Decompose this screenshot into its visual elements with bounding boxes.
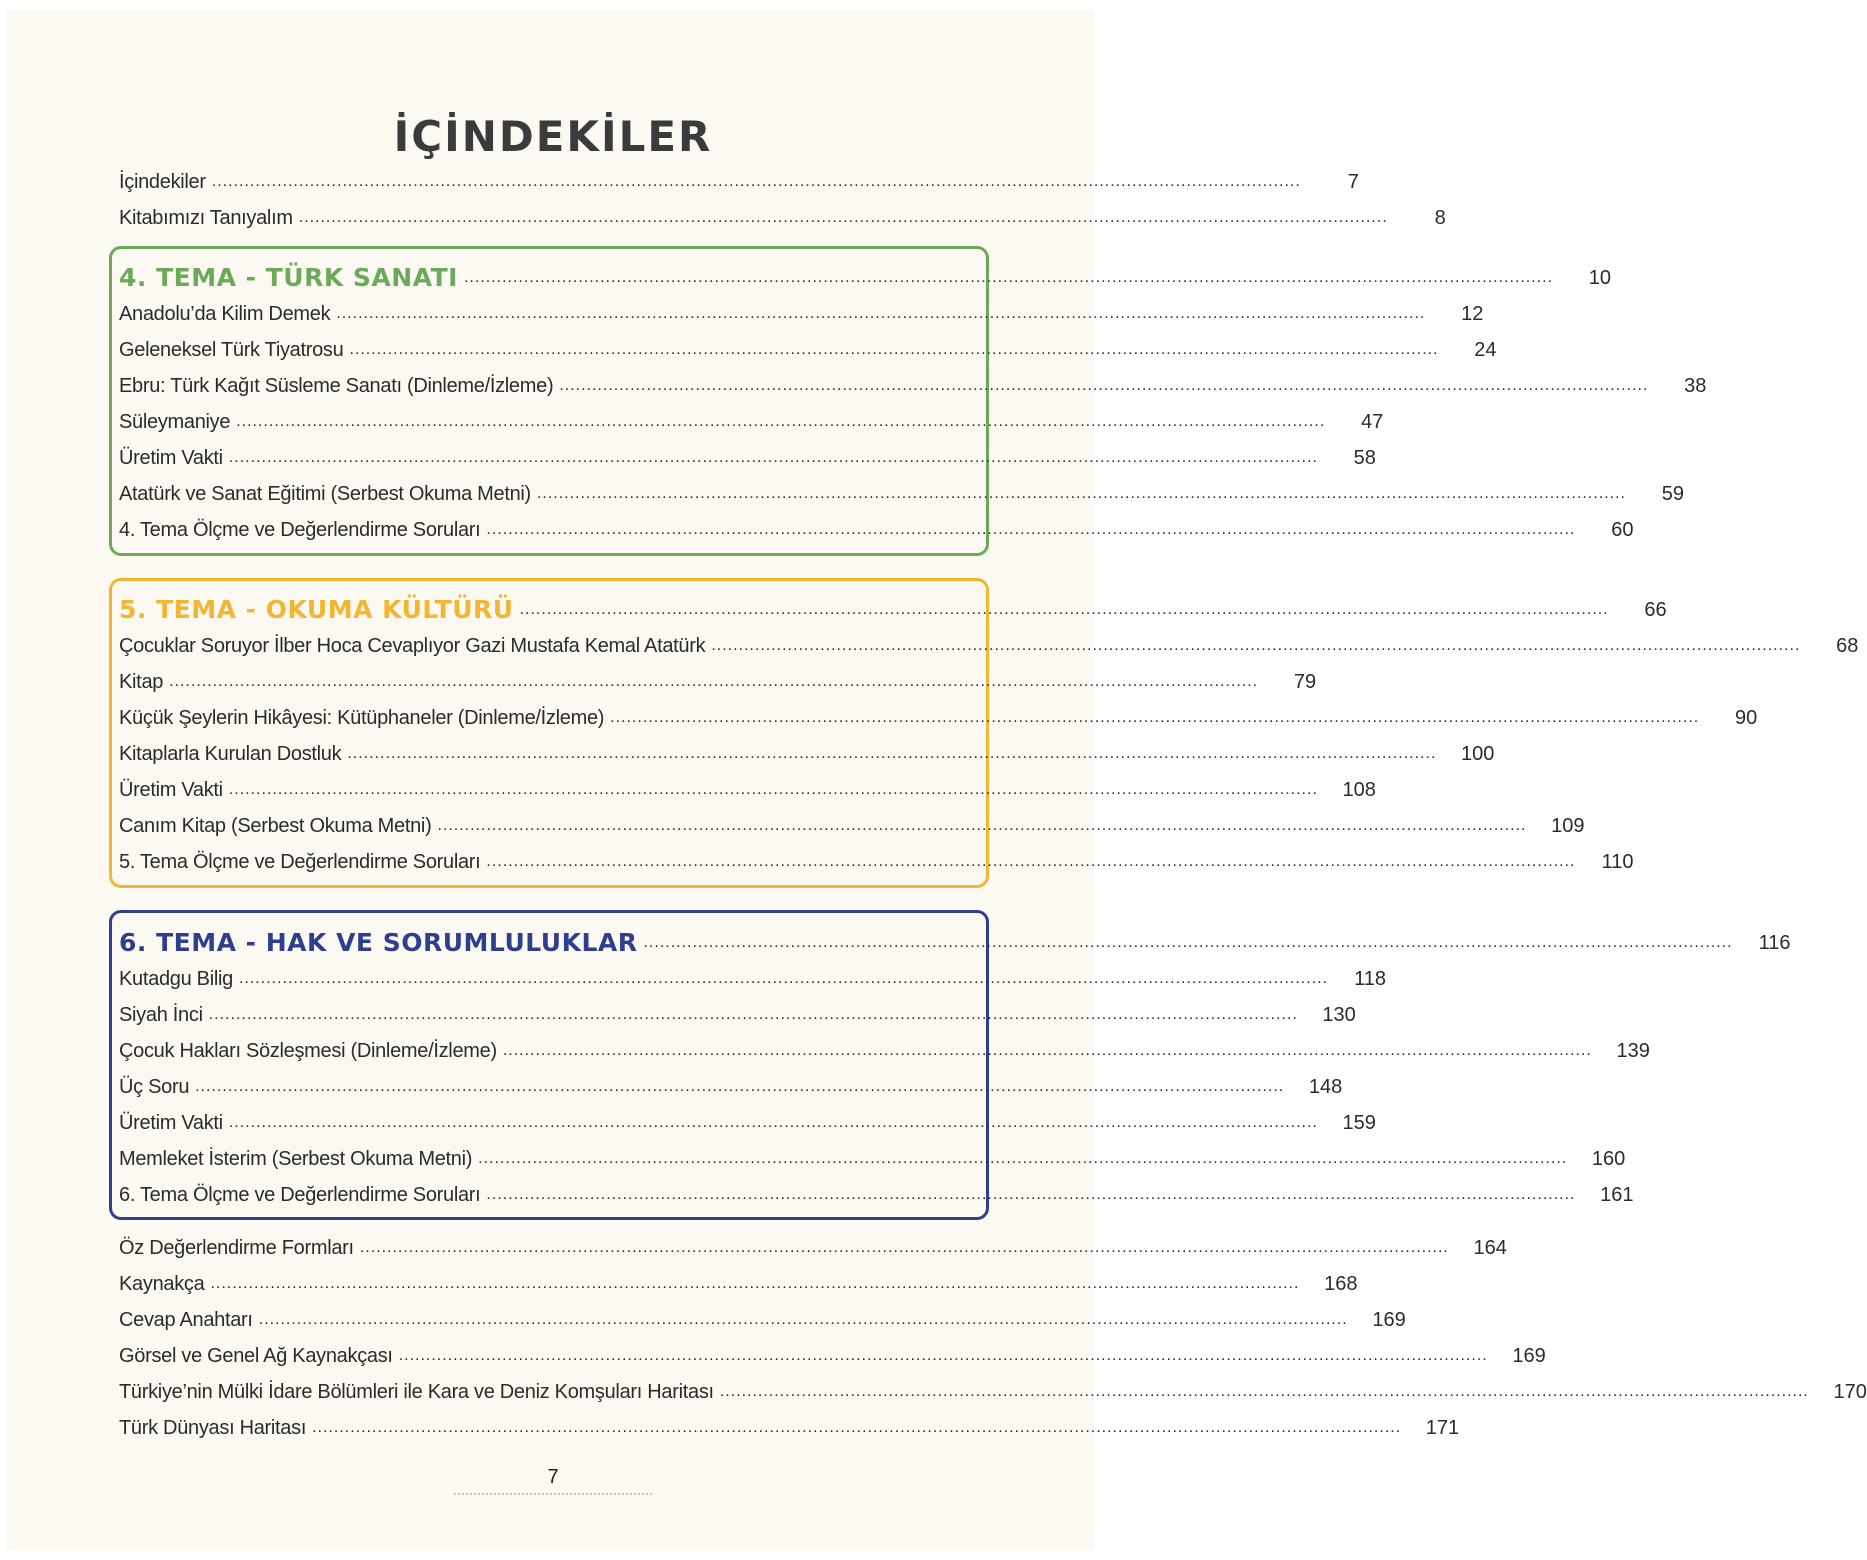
entry-page: 148 [1308,1076,1343,1098]
entry-title: Siyah İnci [119,1004,203,1026]
dot-leader: ........................................................................................................................................................................................................ [258,1311,1348,1328]
theme-heading[interactable] [119,925,1791,961]
toc-entry[interactable] [119,512,1634,548]
toc-entry[interactable] [119,1266,1358,1302]
entry-page: 171 [1425,1417,1460,1439]
entry-page: 169 [1512,1345,1546,1367]
entry-page: 7 [1347,171,1359,193]
dot-leader: ........................................................................................................................................................................................................ [519,601,1609,618]
toc-entry[interactable] [119,736,1495,772]
dot-leader: ........................................................................................................................................................................................................ [228,1114,1318,1131]
entry-title: 4. Tema Ölçme ve Değerlendirme Soruları [119,519,481,541]
entry-title: Kitap [119,671,164,693]
toc-entry[interactable] [119,1033,1650,1069]
dot-leader: ........................................................................................................................................................................................................ [610,709,1700,726]
theme-5-list [119,592,1859,880]
entry-title: Kaynakça [119,1273,205,1295]
dot-leader: ........................................................................................................................................................................................................ [228,449,1318,466]
toc-entry[interactable] [119,164,1359,200]
dot-leader: ........................................................................................................................................................................................................ [536,485,1626,502]
entry-page: 160 [1591,1148,1626,1170]
toc-entry[interactable] [119,332,1497,368]
toc-entry[interactable] [119,1374,1867,1410]
page-number: 7 [547,1466,559,1488]
entry-page: 8 [1434,207,1446,229]
entry-page: 139 [1616,1040,1650,1062]
entry-title: Üretim Vakti [119,779,223,801]
entry-title: Çocuklar Soruyor İlber Hoca Cevaplıyor Gazi Mustafa Kemal Atatürk [119,635,706,657]
dot-leader: ........................................................................................................................................................................................................ [486,853,1576,870]
theme-title: 5. TEMA - OKUMA KÜLTÜRÜ [119,595,514,624]
theme-heading[interactable] [119,592,1667,628]
dot-leader: ........................................................................................................................................................................................................ [169,673,1259,690]
toc-entry[interactable] [119,440,1376,476]
toc-entry[interactable] [119,296,1484,332]
entry-title: Canım Kitap (Serbest Okuma Metni) [119,815,432,837]
entry-title: Türkiye’nin Mülki İdare Bölümleri ile Kara ve Deniz Komşuları Haritası [119,1381,714,1403]
entry-title: Anadolu’da Kilim Demek [119,303,331,325]
entry-title: Kitabımızı Tanıyalım [119,207,293,229]
dot-leader: ........................................................................................................................................................................................................ [478,1150,1568,1167]
dot-leader: ........................................................................................................................................................................................................ [463,269,1554,286]
dot-leader: ........................................................................................................................................................................................................ [398,1347,1488,1364]
toc-entry[interactable] [119,1177,1634,1213]
toc-entry[interactable] [119,200,1446,236]
dot-leader: ........................................................................................................................................................................................................ [719,1383,1809,1400]
toc-entry[interactable] [119,664,1317,700]
toc-entry[interactable] [119,961,1387,997]
toc-entry[interactable] [119,1141,1626,1177]
toc-entry[interactable] [119,997,1356,1033]
dot-leader: ........................................................................................................................................................................................................ [486,521,1576,538]
entry-title: Öz Değerlendirme Formları [119,1237,354,1259]
dot-leader: ........................................................................................................................................................................................................ [359,1239,1449,1256]
dot-leader: ........................................................................................................................................................................................................ [486,1186,1576,1203]
entry-title: Küçük Şeylerin Hikâyesi: Kütüphaneler (Dinleme/İzleme) [119,707,605,729]
entry-title: Cevap Anahtarı [119,1309,253,1331]
entry-page: 47 [1361,411,1384,433]
dot-leader: ........................................................................................................................................................................................................ [349,341,1439,358]
entry-page: 159 [1342,1112,1376,1134]
dot-leader: ........................................................................................................................................................................................................ [502,1042,1592,1059]
entry-page: 170 [1833,1381,1867,1403]
entry-page: 90 [1734,707,1758,729]
dot-leader: ........................................................................................................................................................................................................ [195,1078,1285,1095]
entry-page: 12 [1461,303,1484,325]
entry-page: 100 [1461,743,1495,765]
theme-6-list [119,925,1791,1213]
entry-title: Türk Dünyası Haritası [119,1417,307,1439]
entry-page: 38 [1684,375,1707,397]
toc-intro [119,164,1446,236]
entry-title: Kitaplarla Kurulan Dostluk [119,743,342,765]
entry-title: Memleket İsterim (Serbest Okuma Metni) [119,1148,473,1170]
entry-title: Kutadgu Bilig [119,968,233,990]
dot-leader: ........................................................................................................................................................................................................ [298,209,1388,226]
footer-dotted-line [453,1492,653,1496]
dot-leader: ........................................................................................................................................................................................................ [236,413,1326,430]
entry-page: 60 [1611,519,1634,541]
toc-entry[interactable] [119,628,1859,664]
dot-leader: ........................................................................................................................................................................................................ [228,781,1318,798]
toc-entry[interactable] [119,1338,1546,1374]
entry-page: 109 [1551,815,1585,837]
entry-page: 68 [1836,635,1859,657]
theme-4-list [119,260,1707,548]
dot-leader: ........................................................................................................................................................................................................ [559,377,1649,394]
dot-leader: ........................................................................................................................................................................................................ [312,1419,1402,1436]
toc-entry[interactable] [119,700,1758,736]
entry-title: Üretim Vakti [119,447,223,469]
entry-title: 6. Tema Ölçme ve Değerlendirme Soruları [119,1184,481,1206]
entry-page: 168 [1324,1273,1358,1295]
toc-appendix [119,1230,1867,1446]
entry-page: 24 [1474,339,1497,361]
entry-title: Üretim Vakti [119,1112,223,1134]
dot-leader: ........................................................................................................................................................................................................ [238,970,1329,987]
dot-leader: ........................................................................................................................................................................................................ [643,934,1733,951]
dot-leader: ........................................................................................................................................................................................................ [208,1006,1298,1023]
entry-title: Üç Soru [119,1076,190,1098]
entry-page: 59 [1661,483,1684,505]
theme-page: 66 [1644,599,1667,621]
toc-entry[interactable] [119,844,1634,880]
entry-page: 58 [1353,447,1376,469]
entry-title: Görsel ve Genel Ağ Kaynakçası [119,1345,393,1367]
dot-leader: ........................................................................................................................................................................................................ [711,637,1801,654]
entry-page: 130 [1322,1004,1356,1026]
toc-entry[interactable] [119,1105,1376,1141]
entry-page: 79 [1293,671,1317,693]
entry-title: 5. Tema Ölçme ve Değerlendirme Soruları [119,851,481,873]
toc-entry[interactable] [119,1069,1343,1105]
toc-entry[interactable] [119,368,1707,404]
entry-page: 161 [1600,1184,1634,1206]
entry-page: 110 [1601,851,1634,873]
theme-title: 4. TEMA - TÜRK SANATI [119,263,458,292]
theme-title: 6. TEMA - HAK VE SORUMLULUKLAR [119,928,638,957]
entry-title: Ebru: Türk Kağıt Süsleme Sanatı (Dinleme/İzleme) [119,375,554,397]
toc-entry[interactable] [119,1230,1507,1266]
entry-page: 118 [1354,968,1387,990]
toc-entry[interactable] [119,808,1585,844]
entry-page: 169 [1372,1309,1406,1331]
entry-page: 164 [1473,1237,1507,1259]
theme-heading[interactable] [119,260,1612,296]
entry-title: Süleymaniye [119,411,231,433]
dot-leader: ........................................................................................................................................................................................................ [210,1275,1300,1292]
entry-title: Çocuk Hakları Sözleşmesi (Dinleme/İzleme) [119,1040,497,1062]
page-title: İÇİNDEKİLER [393,112,713,161]
toc-entry[interactable] [119,1302,1406,1338]
toc-entry[interactable] [119,1410,1460,1446]
toc-entry[interactable] [119,772,1376,808]
theme-page: 10 [1588,267,1612,289]
toc-entry[interactable] [119,476,1684,512]
dot-leader: ........................................................................................................................................................................................................ [347,745,1437,762]
entry-title: İçindekiler [119,171,206,193]
entry-page: 108 [1342,779,1376,801]
dot-leader: ........................................................................................................................................................................................................ [211,173,1301,190]
toc-entry[interactable] [119,404,1384,440]
entry-title: Geleneksel Türk Tiyatrosu [119,339,344,361]
dot-leader: ........................................................................................................................................................................................................ [437,817,1527,834]
entry-title: Atatürk ve Sanat Eğitimi (Serbest Okuma Metni) [119,483,531,505]
dot-leader: ........................................................................................................................................................................................................ [336,305,1426,322]
theme-page: 116 [1758,932,1791,954]
